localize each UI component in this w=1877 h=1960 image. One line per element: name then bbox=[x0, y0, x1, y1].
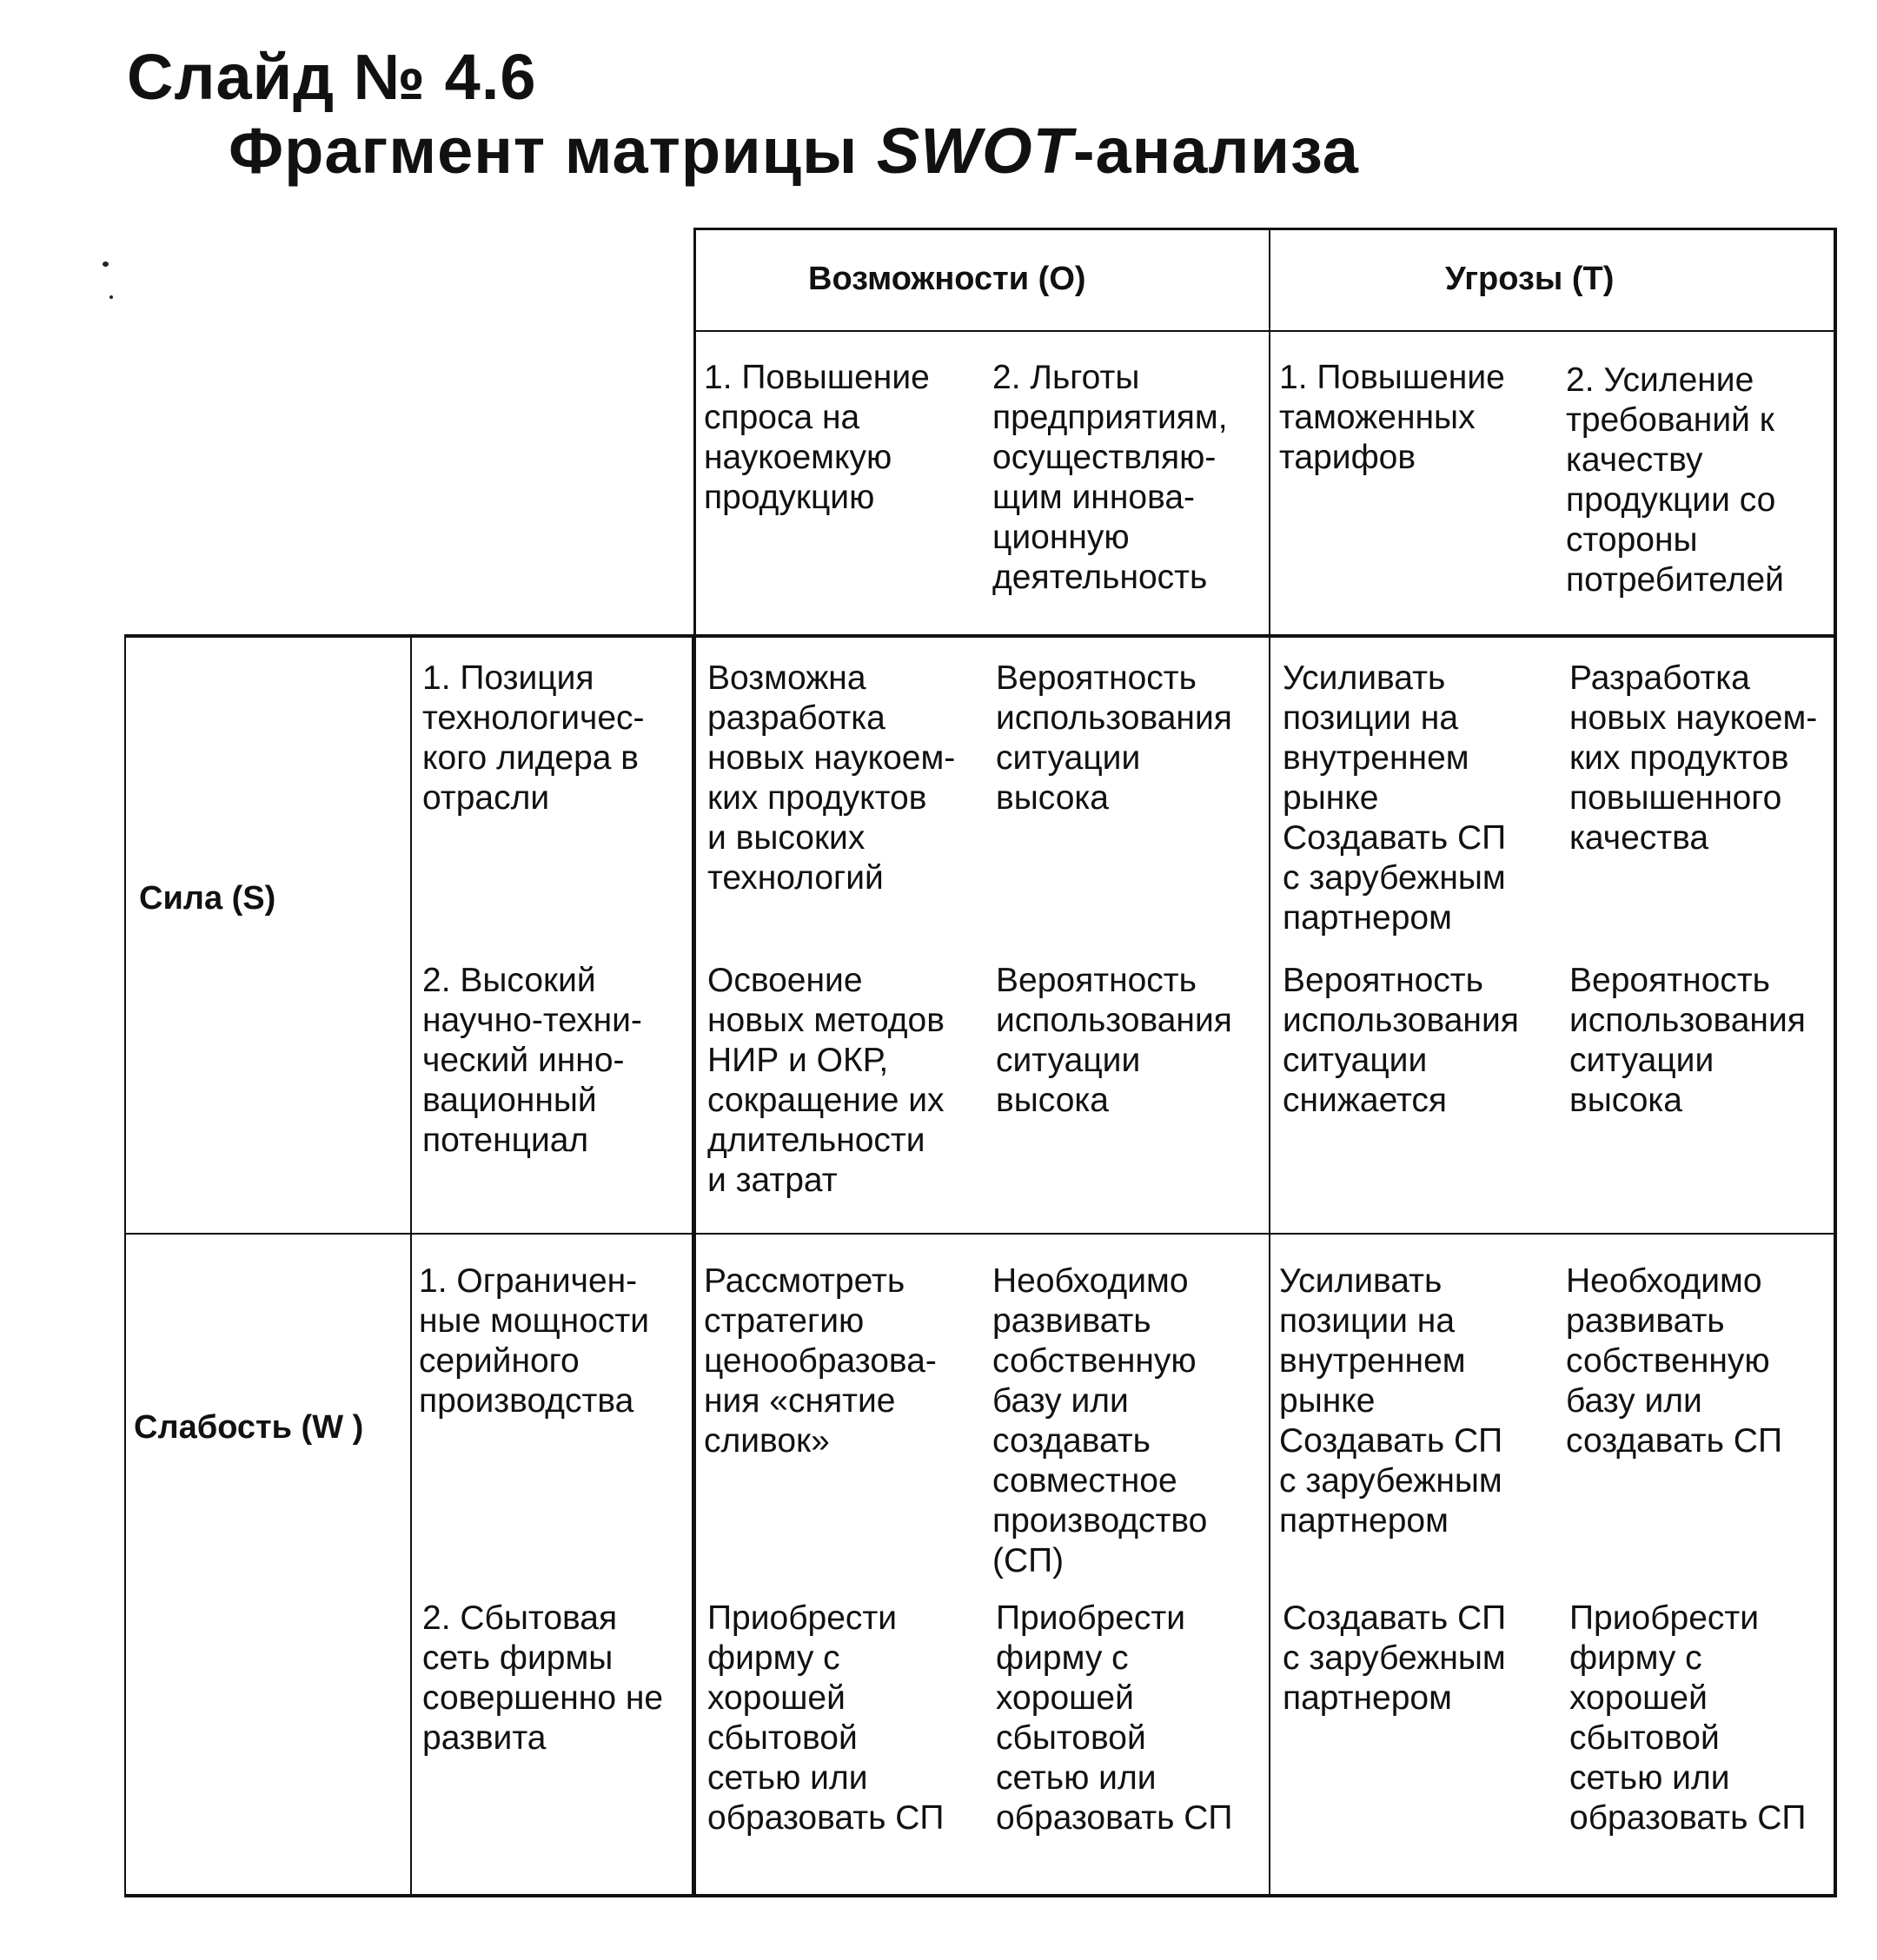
grid-line bbox=[692, 634, 696, 1897]
strategy-cell: Необходимо развивать собственную базу или создавать СП bbox=[1566, 1262, 1782, 1460]
strategy-cell: Вероятность использования ситуации снижается bbox=[1283, 962, 1519, 1119]
strategy-cell: Рассмотреть стратегию ценообразова- ния «снятие сливок» bbox=[704, 1262, 937, 1460]
strategy-cell: Создавать СП с зарубежным партнером bbox=[1283, 1599, 1507, 1717]
threat-factor: 2. Усиление требований к качеству продукции со стороны потребителей bbox=[1566, 361, 1784, 599]
strategy-cell: Вероятность использования ситуации высока bbox=[1569, 962, 1806, 1119]
opportunity-factor: 1. Повышение спроса на наукоемкую продукцию bbox=[704, 359, 930, 516]
threat-factor: 1. Повышение таможенных тарифов bbox=[1279, 359, 1505, 476]
weakness-factor: 2. Сбытовая сеть фирмы совершенно не развита bbox=[422, 1599, 664, 1757]
strength-factor: 1. Позиция технологичес- кого лидера в отрасли bbox=[422, 659, 645, 817]
grid-line bbox=[124, 634, 1837, 638]
title-suffix: -анализа bbox=[1072, 115, 1359, 187]
slide-number: Слайд № 4.6 bbox=[127, 41, 537, 113]
grid-line bbox=[410, 634, 412, 1897]
strategy-cell: Необходимо развивать собственную базу или создавать совместное производство (СП) bbox=[992, 1262, 1208, 1579]
strength-label: Сила (S) bbox=[139, 880, 276, 917]
strategy-cell: Приобрести фирму с хорошей сбытовой сетью или образовать СП bbox=[996, 1599, 1233, 1837]
grid-line bbox=[124, 1894, 1837, 1897]
slide-title bbox=[229, 115, 1359, 187]
header-threats: Угрозы (Т) bbox=[1445, 261, 1615, 297]
scan-speck bbox=[103, 262, 109, 267]
title-prefix: Фрагмент матрицы bbox=[229, 115, 877, 187]
opportunity-factor: 2. Льготы предприятиям, осуществляю- щим иннова- ционную деятельность bbox=[992, 359, 1228, 596]
weakness-factor: 1. Ограничен- ные мощности серийного производства bbox=[419, 1262, 650, 1420]
scan-speck bbox=[109, 295, 113, 299]
strength-factor: 2. Высокий научно-техни- ческий инно- вационный потенциал bbox=[422, 962, 642, 1159]
header-opportunities: Возможности (О) bbox=[808, 261, 1086, 297]
strategy-cell: Приобрести фирму с хорошей сбытовой сетью или образовать СП bbox=[707, 1599, 945, 1837]
strategy-cell: Возможна разработка новых наукоем- ких продуктов и высоких технологий bbox=[707, 659, 956, 897]
strategy-cell: Вероятность использования ситуации высока bbox=[996, 659, 1232, 817]
strategy-cell: Усиливать позиции на внутреннем рынке Создавать СП с зарубежным партнером bbox=[1283, 659, 1507, 937]
grid-line bbox=[1834, 228, 1837, 1897]
grid-line bbox=[124, 634, 126, 1897]
grid-line bbox=[693, 228, 1837, 230]
grid-line bbox=[693, 330, 1837, 332]
strategy-cell: Приобрести фирму с хорошей сбытовой сетью или образовать СП bbox=[1569, 1599, 1807, 1837]
strategy-cell: Освоение новых методов НИР и ОКР, сокращение их длительности и затрат bbox=[707, 962, 945, 1199]
weakness-label: Слабость (W ) bbox=[134, 1409, 364, 1446]
strategy-cell: Вероятность использования ситуации высока bbox=[996, 962, 1232, 1119]
grid-line bbox=[1269, 228, 1270, 1897]
strategy-cell: Усиливать позиции на внутреннем рынке Создавать СП с зарубежным партнером bbox=[1279, 1262, 1503, 1540]
strategy-cell: Разработка новых наукоем- ких продуктов повышенного качества bbox=[1569, 659, 1818, 857]
title-swot: SWOT bbox=[876, 115, 1073, 187]
grid-line bbox=[124, 1233, 1837, 1235]
